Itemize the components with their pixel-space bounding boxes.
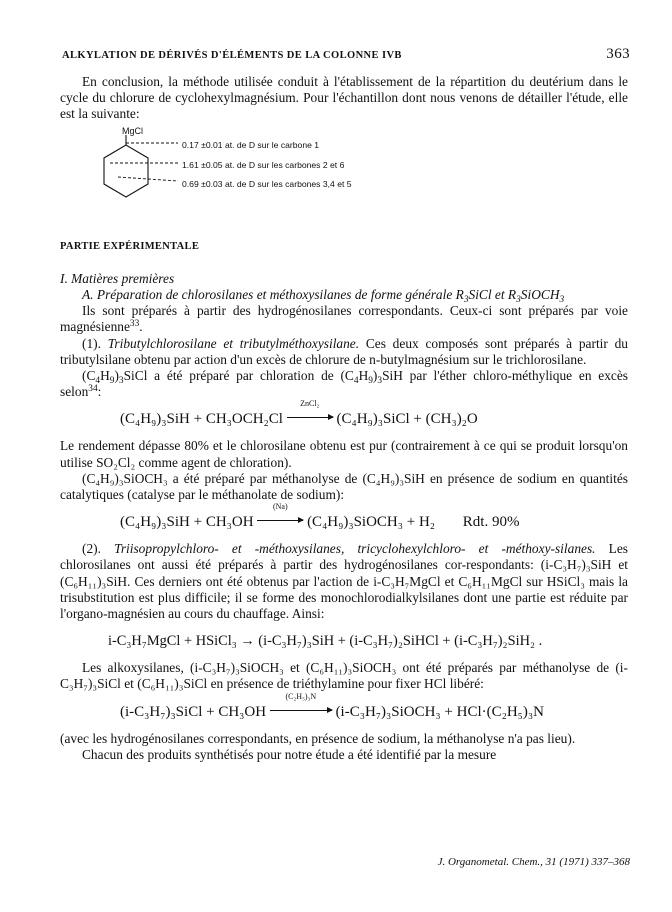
intro-paragraph: En conclusion, la méthode utilisée conduit à l'établissement de la répartition du deutérium dans le cycle du chlorure de cyclohexylmagnésium. Pour l'échantillon dont nous venons de détailler l'étude, elle est la suivante: [60, 74, 628, 122]
eq1-catalyst: ZnCl₂ [300, 399, 320, 409]
experimental-heading: PARTIE EXPÉRIMENTALE [60, 240, 200, 252]
tributyl-paragraph: (1). Tributylchlorosilane et tributylméthoxysilane. Ces deux composés sont préparés à partir du tributylsilane obtenu par action d'un excès de chlorure de n-butylmagnésium sur le trichlorosilane. [60, 335, 628, 367]
methoxy-paragraph: (C₄H₉)₃SiOCH₃ a été préparé par méthanolyse de (C₄H₉)₃SiH en présence de sodium en quantités catalytiques (catalyse par le méthanolate de sodium): [60, 470, 628, 503]
equation-chloration [120, 399, 628, 428]
running-header [62, 46, 630, 64]
eq1-reactants: (C₄H₉)₃SiH + CH₃OCH₂Cl [120, 411, 283, 428]
hydrogenosilanes-paragraph: Ils sont préparés à partir des hydrogénosilanes correspondants. Ceux-ci sont préparés par voie magnésienne$^{33}$. [60, 303, 628, 335]
eq2-reactants: (C₄H₉)₃SiH + CH₃OH [120, 514, 254, 531]
section-title: I. Matières premières [60, 270, 175, 286]
deuterium-c1: 0.17 ±0.01 at. de D sur le carbone 1 [182, 139, 320, 150]
last-paragraph: Chacun des produits synthétisés pour notre étude a été identifié par la mesure [82, 746, 497, 762]
reference-34: 34 [88, 384, 98, 395]
article-body [60, 74, 628, 763]
eq1-products: (C₄H₉)₃SiCl + (CH₃)₂O [336, 411, 478, 428]
deuterium-c2-c6: 1.61 ±0.05 at. de D sur les carbones 2 et 6 [182, 159, 345, 170]
subsection-a-label: A. [82, 287, 94, 303]
equation-grignard: i-C₃H₇MgCl + HSiCl₃ → (i-C₃H₇)₃SiH + (i-C₃H₇)₂SiHCl + (i-C₃H₇)₂SiH₂ . [108, 633, 543, 650]
triisopropyl-paragraph: (2). Triisopropylchloro- et -méthoxysilanes, tricyclohexylchloro- et -méthoxy-silanes. Les chlorosilanes ont aussi été préparés à partir des hydrogénosilanes cor-respondants: (i-C₃H₇)₃SiH et (C₆H₁₁)₃SiH. Ces derniers ont été obtenus par l'action de i-C₃H₇MgCl et C₆H₁₁MgCl sur HSiCl₃ mais la trisubstitution est plus difficile; il se forme des monochlorodialkylsilanes dont une partie est réduite par l'organo-magnésien au cours du chauffage. Ainsi: [60, 541, 628, 622]
equation-triethylamine [120, 691, 628, 721]
eq4-reactants: (i-C₃H₇)₃SiCl + CH₃OH [120, 703, 267, 720]
page-number: 363 [606, 46, 630, 62]
subsection-a-title: A. Préparation de chlorosilanes et méthoxysilanes de forme générale $R_3SiCl$ et $R_3SiOCH_3$ [82, 287, 565, 306]
chloration-paragraph: $(C_4H_9)_3SiCl$ a été préparé par chloration de $(C_4H_9)_3SiH$ par l'éther chloro-méthylique en excès selon$^{34}$: [60, 368, 629, 400]
eq4-arrow [270, 691, 332, 721]
eq2-products: (C₄H₉)₃SiOCH₃ + H₂ [307, 514, 436, 531]
deuterium-scheme [60, 123, 628, 223]
journal-citation: J. Organometal. Chem., 31 (1971) 337–368 [437, 856, 630, 868]
cyclohexane-ring [104, 145, 148, 197]
rendement-paragraph: Le rendement dépasse 80% et le chlorosilane obtenu est pur (contrairement à ce qui se produit lorsqu'on utilise SO₂Cl₂ comme agent de chloration). [60, 438, 628, 470]
eq2-arrow [257, 502, 303, 531]
deuterium-c3-c5: 0.69 ±0.03 at. de D sur les carbones 3,4 et 5 [182, 178, 352, 189]
eq4-products: (i-C₃H₇)₃SiOCH₃ + HCl·(C₂H₅)₃N [335, 703, 544, 720]
reference-33: 33 [129, 319, 140, 330]
mgcl-label: MgCl [122, 125, 144, 136]
eq4-catalyst: (C₂H₅)₃N [285, 691, 317, 701]
avec-paragraph: (avec les hydrogénosilanes correspondants, en présence de sodium, la méthanolyse n'a pas lieu). [60, 730, 576, 746]
eq2-yield: Rdt. 90% [462, 514, 520, 531]
eq2-catalyst: (Na) [272, 502, 288, 512]
running-title: ALKYLATION DE DÉRIVÉS D'ÉLÉMENTS DE LA COLONNE IVB [62, 50, 402, 61]
alkoxysilanes-paragraph: Les alkoxysilanes, (i-C₃H₇)₃SiOCH₃ et (C₆H₁₁)₃SiOCH₃ ont été préparés par méthanolyse de (i-C₃H₇)₃SiCl et (C₆H₁₁)₃SiCl en présence de triéthylamine pour fixer HCl libéré: [60, 660, 628, 692]
equation-methanolysis [120, 502, 628, 531]
eq1-arrow [287, 399, 333, 428]
